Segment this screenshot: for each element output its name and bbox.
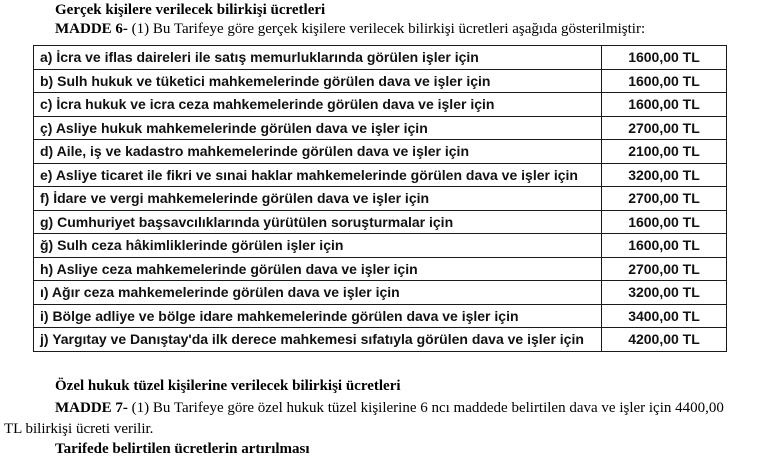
article-6-label: MADDE 6- xyxy=(55,21,128,37)
table-row xyxy=(34,210,727,234)
fee-description: h) Asliye ceza mahkemelerinde görülen dava ve işler için xyxy=(34,257,602,281)
fee-description: a) İcra ve iflas daireleri ile satış memurluklarında görülen işler için xyxy=(34,46,602,70)
fee-amount: 1600,00 TL xyxy=(602,69,727,93)
fee-amount: 2100,00 TL xyxy=(602,140,727,164)
fee-amount: 3200,00 TL xyxy=(602,281,727,305)
table-row xyxy=(34,140,727,164)
table-row xyxy=(34,234,727,258)
table-row xyxy=(34,93,727,117)
article-6-text: (1) Bu Tarifeye göre gerçek kişilere verilecek bilirkişi ücretleri aşağıda gösterilmiştir: xyxy=(127,21,646,37)
section-heading-legal-entities: Özel hukuk tüzel kişilerine verilecek bilirkişi ücretleri xyxy=(55,378,401,394)
fee-amount: 3400,00 TL xyxy=(602,304,727,328)
table-row xyxy=(34,257,727,281)
section-heading-natural-persons: Gerçek kişilere verilecek bilirkişi ücretleri xyxy=(55,2,326,18)
fee-amount: 1600,00 TL xyxy=(602,234,727,258)
article-7-label: MADDE 7- xyxy=(55,400,128,416)
article-7-continuation: TL bilirkişi ücreti verilir. xyxy=(4,421,154,437)
fee-amount: 2700,00 TL xyxy=(602,187,727,211)
table-row xyxy=(34,163,727,187)
table-row xyxy=(34,46,727,70)
article-7-paragraph xyxy=(55,399,724,417)
fee-description: e) Asliye ticaret ile fikri ve sınai haklar mahkemelerinde görülen dava ve işler için xyxy=(34,163,602,187)
fee-description: d) Aile, iş ve kadastro mahkemelerinde görülen dava ve işler için xyxy=(34,140,602,164)
fee-description: f) İdare ve vergi mahkemelerinde görülen dava ve işler için xyxy=(34,187,602,211)
section-heading-fee-increase: Tarifede belirtilen ücretlerin artırılması xyxy=(55,441,310,457)
fee-description: g) Cumhuriyet başsavcılıklarında yürütülen soruşturmalar için xyxy=(34,210,602,234)
table-row xyxy=(34,69,727,93)
fee-amount: 2700,00 TL xyxy=(602,257,727,281)
fee-amount: 1600,00 TL xyxy=(602,46,727,70)
fee-description: ı) Ağır ceza mahkemelerinde görülen dava ve işler için xyxy=(34,281,602,305)
fee-amount: 1600,00 TL xyxy=(602,210,727,234)
fee-description: c) İcra hukuk ve icra ceza mahkemelerinde görülen dava ve işler için xyxy=(34,93,602,117)
table-row xyxy=(34,304,727,328)
fee-description: ğ) Sulh ceza hâkimliklerinde görülen işler için xyxy=(34,234,602,258)
table-row xyxy=(34,116,727,140)
table-row xyxy=(34,187,727,211)
table-row xyxy=(34,281,727,305)
fee-description: j) Yargıtay ve Danıştay'da ilk derece mahkemesi sıfatıyla görülen dava ve işler için xyxy=(34,328,602,352)
fee-amount: 4200,00 TL xyxy=(602,328,727,352)
article-7-text: (1) Bu Tarifeye göre özel hukuk tüzel kişilerine 6 ncı maddede belirtilen dava ve işler için 4400,00 xyxy=(127,400,724,416)
fee-description: i) Bölge adliye ve bölge idare mahkemelerinde görülen dava ve işler için xyxy=(34,304,602,328)
fee-table xyxy=(33,45,727,352)
fee-amount: 2700,00 TL xyxy=(602,116,727,140)
table-row xyxy=(34,328,727,352)
article-6-paragraph xyxy=(55,20,645,38)
fee-amount: 3200,00 TL xyxy=(602,163,727,187)
fee-amount: 1600,00 TL xyxy=(602,93,727,117)
fee-description: ç) Asliye hukuk mahkemelerinde görülen dava ve işler için xyxy=(34,116,602,140)
fee-description: b) Sulh hukuk ve tüketici mahkemelerinde görülen dava ve işler için xyxy=(34,69,602,93)
